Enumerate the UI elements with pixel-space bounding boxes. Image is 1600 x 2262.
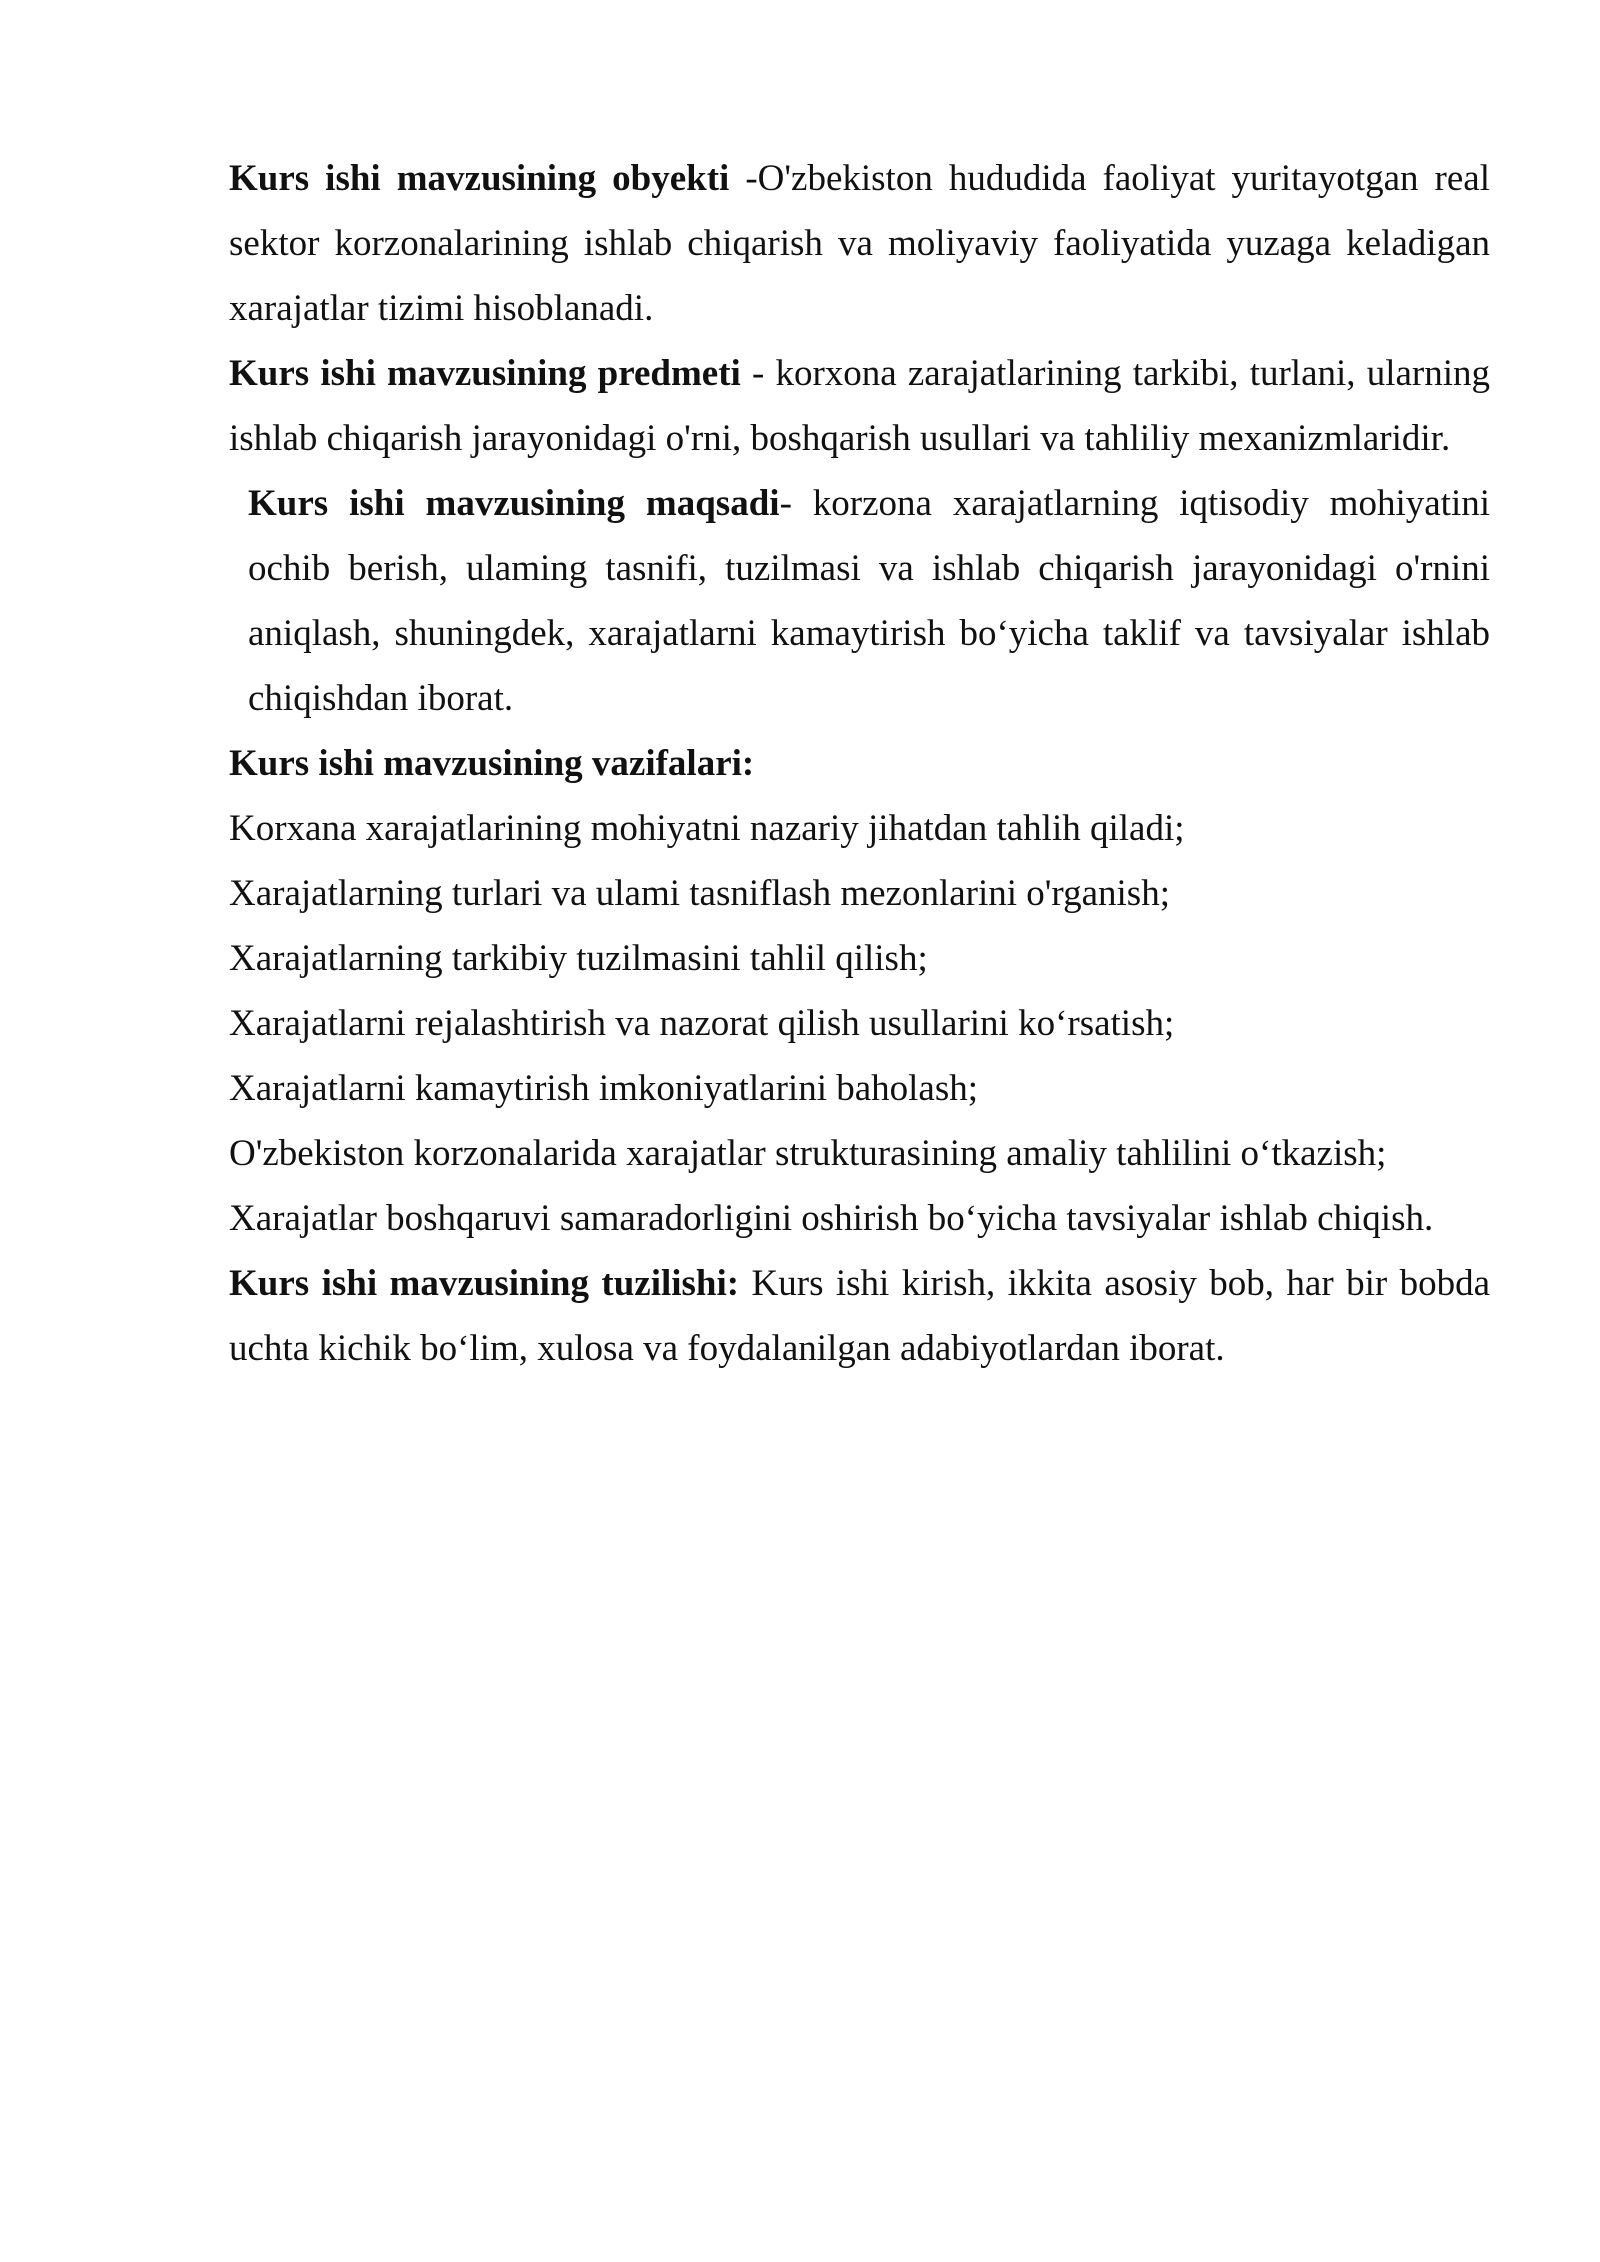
structure-lead: Kurs ishi mavzusining tuzilishi: [229, 1263, 740, 1304]
task-item: Xarajatlarni rejalashtirish va nazorat qilish usullarini ko‘rsatish; [229, 1003, 1175, 1044]
subject-paragraph [229, 341, 1490, 471]
goal-paragraph [229, 471, 1490, 731]
tasks-heading-paragraph [229, 731, 1490, 796]
structure-paragraph [229, 1251, 1490, 1381]
objective-text: -O'zbekiston hududida faoliyat yuritayotgan real sektor korzonalarining ishlab chiqarish va moliyaviy faoliyatida yuzaga keladigan xarajatlar tizimi hisoblanadi. [229, 158, 1490, 329]
objective-lead: Kurs ishi mavzusining obyekti [229, 158, 730, 199]
subject-text: - korxona zarajatlarining tarkibi, turlani, ularning ishlab chiqarish jarayonidagi o'rni, boshqarish usullari va tahliliy mexanizmlaridir. [229, 353, 1491, 459]
subject-lead: Kurs ishi mavzusining predmeti [229, 353, 741, 394]
goal-lead: Kurs ishi mavzusining maqsadi [248, 483, 780, 524]
structure-text: Kurs ishi kirish, ikkita asosiy bob, har bir bobda uchta kichik bo‘lim, xulosa va foydalanilgan adabiyotlardan iborat. [229, 1263, 1491, 1369]
task-item: Xarajatlarni kamaytirish imkoniyatlarini baholash; [229, 1068, 979, 1109]
task-item: Xarajatlarning turlari va ulami tasniflash mezonlarini o'rganish; [229, 873, 1170, 914]
task-item: O'zbekiston korzonalarida xarajatlar strukturasining amaliy tahlilini o‘tkazish; [229, 1133, 1387, 1174]
tasks-heading: Kurs ishi mavzusining vazifalari: [229, 743, 755, 784]
task-item: Xarajatlarning tarkibiy tuzilmasini tahlil qilish; [229, 938, 928, 979]
document-page [229, 146, 1490, 1381]
objective-paragraph [229, 146, 1490, 341]
task-item: Korxana xarajatlarining mohiyatni nazariy jihatdan tahlih qiladi; [229, 808, 1185, 849]
tasks-list [229, 796, 1490, 1251]
task-item: Xarajatlar boshqaruvi samaradorligini oshirish bo‘yicha tavsiyalar ishlab chiqish. [229, 1198, 1434, 1239]
goal-text: - korzona xarajatlarning iqtisodiy mohiyatini ochib berish, ulaming tasnifi, tuzilmasi va ishlab chiqarish jarayonidagi o'rnini aniqlash, shuningdek, xarajatlarni kamaytirish bo‘yicha taklif va tavsiyalar ishlab chiqishdan iborat. [248, 483, 1491, 719]
